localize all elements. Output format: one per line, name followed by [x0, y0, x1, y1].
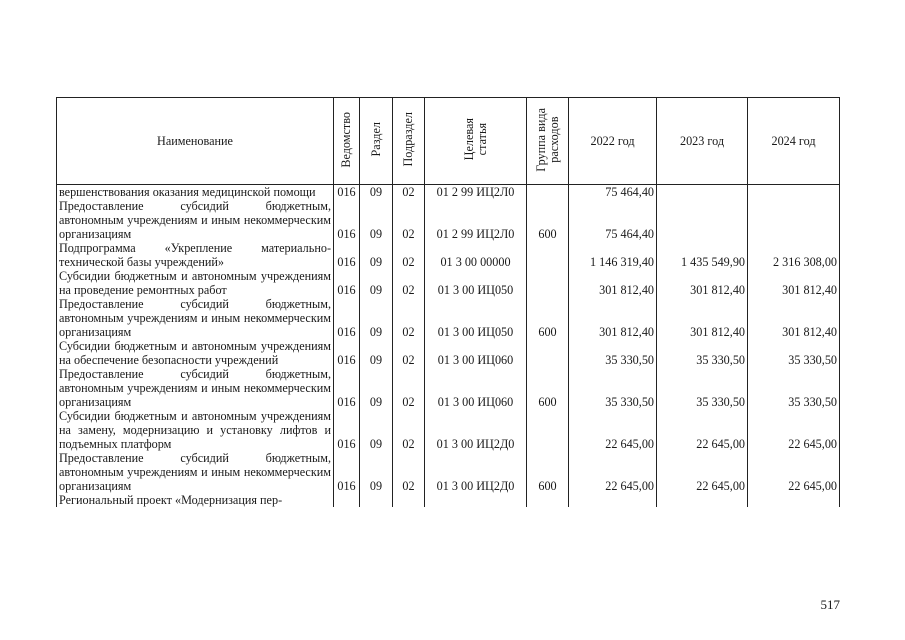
row-podrazdel-cell: 02: [393, 269, 425, 297]
row-name-cell: Предоставление субсидий бюджетным, автономным учреждениям и иным некоммерческим организациям: [57, 199, 334, 241]
row-2022-cell: 35 330,50: [569, 339, 657, 367]
header-razdel: Раздел: [360, 98, 393, 185]
row-vedomstvo-cell: 016: [334, 451, 360, 493]
row-gruppa-cell: 600: [527, 367, 569, 409]
row-celevaya-statya-cell: 01 3 00 ИЦ050: [425, 297, 527, 339]
header-gruppa-vida-rashodov: Группа вида расходов: [527, 98, 569, 185]
row-podrazdel-cell: 02: [393, 367, 425, 409]
row-2022-cell: 35 330,50: [569, 367, 657, 409]
row-2022-cell: [569, 493, 657, 507]
row-2023-cell: [657, 493, 748, 507]
row-2022-cell: 22 645,00: [569, 409, 657, 451]
row-podrazdel-cell: 02: [393, 199, 425, 241]
header-2023: 2023 год: [657, 98, 748, 185]
row-2022-cell: 301 812,40: [569, 297, 657, 339]
row-celevaya-statya-cell: 01 2 99 ИЦ2Л0: [425, 185, 527, 200]
row-podrazdel-cell: 02: [393, 451, 425, 493]
table-row: [57, 367, 840, 409]
header-2022: 2022 год: [569, 98, 657, 185]
row-razdel-cell: 09: [360, 241, 393, 269]
row-vedomstvo-cell: 016: [334, 185, 360, 200]
row-2024-cell: 301 812,40: [748, 269, 840, 297]
row-2024-cell: [748, 493, 840, 507]
row-razdel-cell: 09: [360, 367, 393, 409]
row-2023-cell: 301 812,40: [657, 269, 748, 297]
row-gruppa-cell: [527, 493, 569, 507]
row-name-cell: Субсидии бюджетным и автономным учреждениям на обеспечение безопасности учреждений: [57, 339, 334, 367]
row-2022-cell: 1 146 319,40: [569, 241, 657, 269]
row-celevaya-statya-cell: [425, 493, 527, 507]
header-celevaya-statya: Целевая статья: [425, 98, 527, 185]
row-razdel-cell: 09: [360, 297, 393, 339]
table-row: [57, 409, 840, 451]
table-row: [57, 297, 840, 339]
row-razdel-cell: 09: [360, 409, 393, 451]
row-razdel-cell: 09: [360, 451, 393, 493]
row-razdel-cell: 09: [360, 269, 393, 297]
row-vedomstvo-cell: 016: [334, 199, 360, 241]
row-2023-cell: [657, 185, 748, 200]
row-razdel-cell: [360, 493, 393, 507]
header-name: Наименование: [57, 98, 334, 185]
row-vedomstvo-cell: 016: [334, 297, 360, 339]
row-name-cell: Предоставление субсидий бюджетным, автономным учреждениям и иным некоммерческим организациям: [57, 451, 334, 493]
row-2022-cell: 301 812,40: [569, 269, 657, 297]
row-name-cell: Субсидии бюджетным и автономным учреждениям на замену, модернизацию и установку лифтов и подъемных платформ: [57, 409, 334, 451]
header-2024: 2024 год: [748, 98, 840, 185]
row-celevaya-statya-cell: 01 2 99 ИЦ2Л0: [425, 199, 527, 241]
table-body: [57, 185, 840, 508]
row-gruppa-cell: [527, 185, 569, 200]
row-celevaya-statya-cell: 01 3 00 ИЦ050: [425, 269, 527, 297]
row-gruppa-cell: [527, 409, 569, 451]
row-podrazdel-cell: 02: [393, 241, 425, 269]
row-gruppa-cell: [527, 241, 569, 269]
row-razdel-cell: 09: [360, 339, 393, 367]
row-2022-cell: 22 645,00: [569, 451, 657, 493]
row-2024-cell: 35 330,50: [748, 339, 840, 367]
row-celevaya-statya-cell: 01 3 00 ИЦ060: [425, 367, 527, 409]
row-celevaya-statya-cell: 01 3 00 ИЦ2Д0: [425, 451, 527, 493]
row-2023-cell: 22 645,00: [657, 409, 748, 451]
row-gruppa-cell: 600: [527, 451, 569, 493]
table-row: [57, 451, 840, 493]
row-podrazdel-cell: 02: [393, 409, 425, 451]
table-header-row: [57, 98, 840, 185]
row-celevaya-statya-cell: 01 3 00 00000: [425, 241, 527, 269]
table-row: [57, 241, 840, 269]
row-2023-cell: 1 435 549,90: [657, 241, 748, 269]
row-gruppa-cell: 600: [527, 297, 569, 339]
row-2024-cell: [748, 199, 840, 241]
row-2022-cell: 75 464,40: [569, 185, 657, 200]
header-vedomstvo: Ведомство: [334, 98, 360, 185]
budget-table: [56, 97, 840, 507]
row-2024-cell: 2 316 308,00: [748, 241, 840, 269]
row-gruppa-cell: [527, 269, 569, 297]
row-vedomstvo-cell: 016: [334, 241, 360, 269]
table-row: [57, 185, 840, 200]
row-2024-cell: 35 330,50: [748, 367, 840, 409]
row-razdel-cell: 09: [360, 199, 393, 241]
row-2023-cell: [657, 199, 748, 241]
row-podrazdel-cell: 02: [393, 339, 425, 367]
row-2022-cell: 75 464,40: [569, 199, 657, 241]
row-name-cell: Подпрограмма «Укрепление материально-технической базы учреждений»: [57, 241, 334, 269]
row-gruppa-cell: 600: [527, 199, 569, 241]
row-2024-cell: [748, 185, 840, 200]
row-2023-cell: 35 330,50: [657, 367, 748, 409]
row-vedomstvo-cell: 016: [334, 367, 360, 409]
header-podrazdel: Подраздел: [393, 98, 425, 185]
row-vedomstvo-cell: 016: [334, 269, 360, 297]
row-vedomstvo-cell: 016: [334, 339, 360, 367]
row-celevaya-statya-cell: 01 3 00 ИЦ060: [425, 339, 527, 367]
row-gruppa-cell: [527, 339, 569, 367]
row-name-cell: Предоставление субсидий бюджетным, автономным учреждениям и иным некоммерческим организациям: [57, 367, 334, 409]
row-2023-cell: 22 645,00: [657, 451, 748, 493]
row-2023-cell: 35 330,50: [657, 339, 748, 367]
row-2023-cell: 301 812,40: [657, 297, 748, 339]
row-podrazdel-cell: 02: [393, 297, 425, 339]
table-row: [57, 199, 840, 241]
table-row: [57, 493, 840, 507]
row-2024-cell: 22 645,00: [748, 409, 840, 451]
row-podrazdel-cell: 02: [393, 185, 425, 200]
row-vedomstvo-cell: [334, 493, 360, 507]
table-row: [57, 339, 840, 367]
row-2024-cell: 301 812,40: [748, 297, 840, 339]
row-2024-cell: 22 645,00: [748, 451, 840, 493]
row-name-cell: Субсидии бюджетным и автономным учреждениям на проведение ремонтных работ: [57, 269, 334, 297]
row-podrazdel-cell: [393, 493, 425, 507]
row-vedomstvo-cell: 016: [334, 409, 360, 451]
row-name-cell: вершенствования оказания медицинской помощи: [57, 185, 334, 200]
row-razdel-cell: 09: [360, 185, 393, 200]
page-number: 517: [820, 597, 840, 612]
row-name-cell: Предоставление субсидий бюджетным, автономным учреждениям и иным некоммерческим организациям: [57, 297, 334, 339]
row-name-cell: Региональный проект «Модернизация пер-: [57, 493, 334, 507]
row-celevaya-statya-cell: 01 3 00 ИЦ2Д0: [425, 409, 527, 451]
table-row: [57, 269, 840, 297]
